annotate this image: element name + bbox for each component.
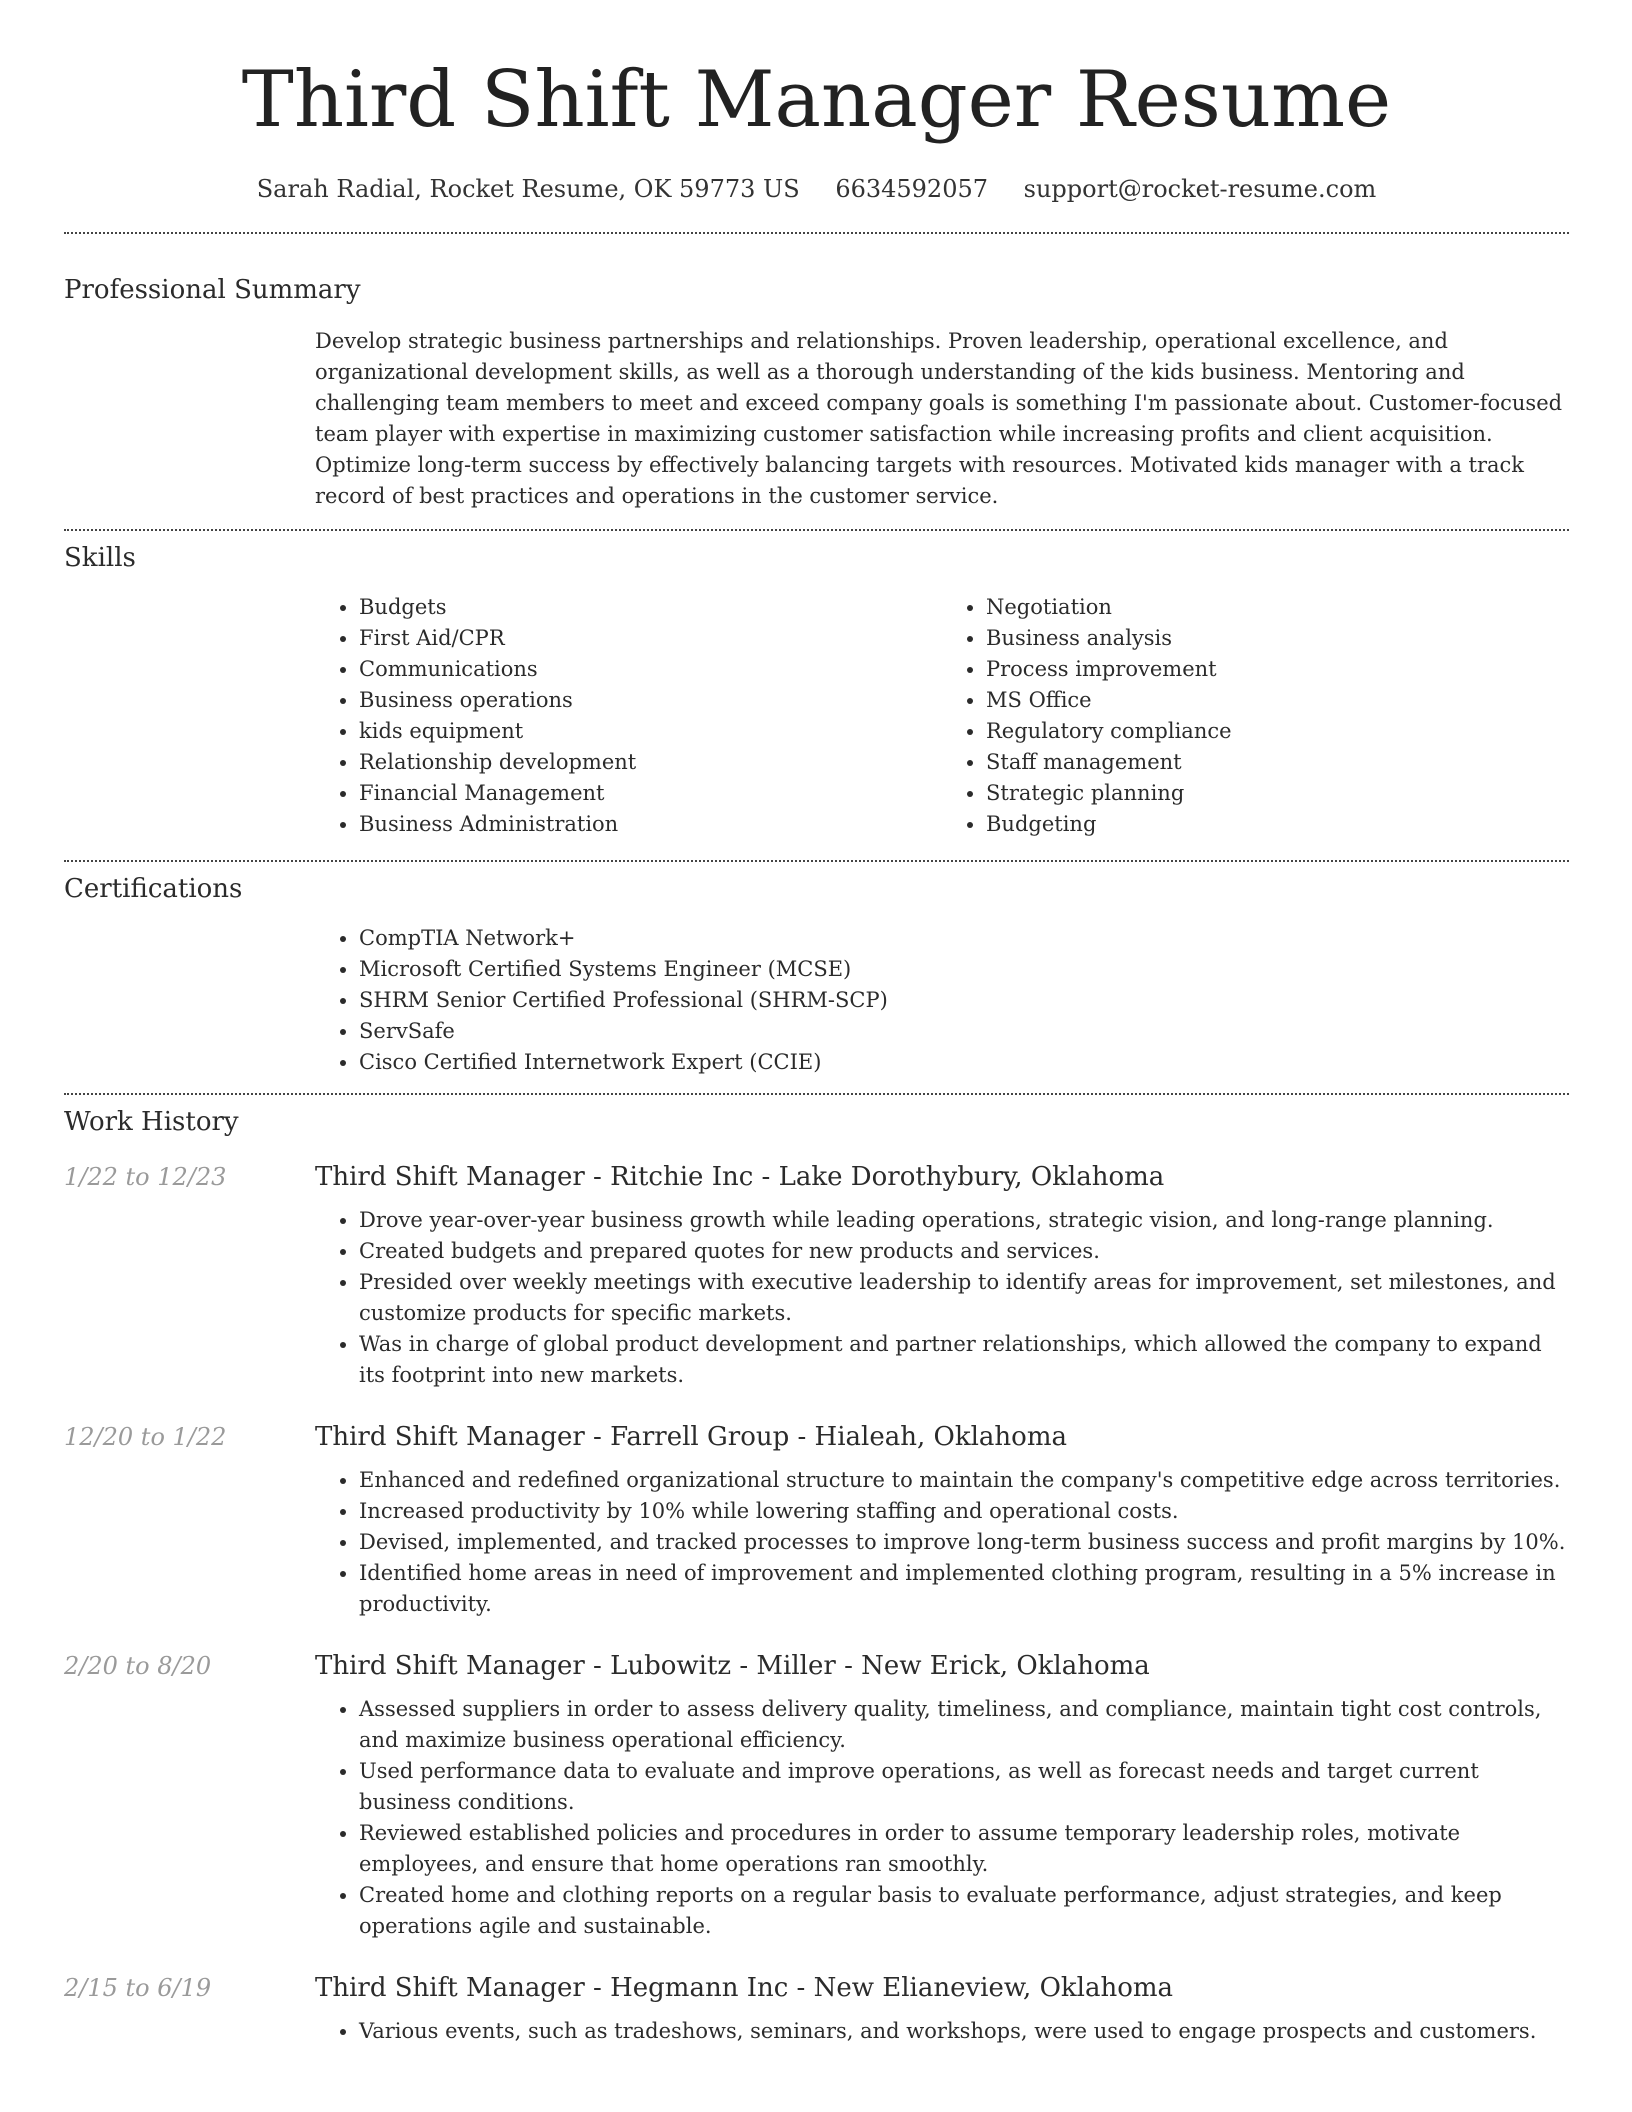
job-bullet: • Devised, implemented, and tracked processes to improve long-term business success and profit margins by 10%. — [359, 1527, 1569, 1558]
job-bullet: • Drove year-over-year business growth while leading operations, strategic vision, and long-range planning. — [359, 1205, 1569, 1236]
job-title: Third Shift Manager - Lubowitz - Miller - New Erick, Oklahoma — [315, 1651, 1150, 1681]
contact-phone: 6634592057 — [835, 175, 989, 203]
certification-item: • Cisco Certified Internetwork Expert (CCIE) — [359, 1047, 1569, 1078]
job-details — [315, 1465, 1569, 1620]
job-header — [64, 1973, 1569, 2003]
skills-list-right — [942, 592, 1569, 840]
job-details — [315, 2016, 1569, 2047]
job-bullet: • Created home and clothing reports on a regular basis to evaluate performance, adjust strategies, and keep operations agile and sustainable. — [359, 1880, 1569, 1942]
job-bullet: • Assessed suppliers in order to assess delivery quality, timeliness, and compliance, maintain tight cost controls, and maximize business operational efficiency. — [359, 1694, 1569, 1756]
skills-grid — [315, 592, 1569, 840]
job-header — [64, 1651, 1569, 1681]
divider — [64, 232, 1569, 234]
resume-title: Third Shift Manager Resume — [241, 55, 1392, 145]
job-entry — [64, 1422, 1569, 1620]
skill-item: • Business Administration — [359, 809, 942, 840]
contact-address: Sarah Radial, Rocket Resume, OK 59773 US — [256, 175, 800, 203]
skill-item: • Staff management — [986, 747, 1569, 778]
job-bullets — [315, 1694, 1569, 1942]
job-entry — [64, 1973, 1569, 2047]
job-bullets — [315, 1465, 1569, 1620]
skill-item: • Communications — [359, 654, 942, 685]
job-header — [64, 1422, 1569, 1452]
section-title-skills: Skills — [64, 543, 136, 573]
section-title-summary: Professional Summary — [64, 275, 361, 305]
certification-item: • Microsoft Certified Systems Engineer (MCSE) — [359, 954, 1569, 985]
skill-item: • Relationship development — [359, 747, 942, 778]
certification-item: • ServSafe — [359, 1016, 1569, 1047]
skill-item: • First Aid/CPR — [359, 623, 942, 654]
summary-text: Develop strategic business partnerships and relationships. Proven leadership, operational excellence, and organizational development skills, as well as a thorough understanding of the kids business. Mentoring and challenging team members to meet and exceed company goals is something I'm passionate about. Customer-focused team player with expertise in maximizing customer satisfaction while increasing profits and client acquisition. Optimize long-term success by effectively balancing targets with resources. Motivated kids manager with a track record of best practices and operations in the customer service. — [315, 329, 1563, 508]
skill-item: • Regulatory compliance — [986, 716, 1569, 747]
job-details — [315, 1694, 1569, 1942]
section-title-certifications: Certifications — [64, 874, 243, 904]
job-bullet: • Enhanced and redefined organizational structure to maintain the company's competitive edge across territories. — [359, 1465, 1569, 1496]
skill-item: • kids equipment — [359, 716, 942, 747]
certifications-list — [315, 923, 1569, 1078]
job-entry — [64, 1651, 1569, 1942]
job-dates: 1/22 to 12/23 — [64, 1163, 227, 1191]
job-details — [315, 1205, 1569, 1391]
skill-item: • Business analysis — [986, 623, 1569, 654]
skill-item: • Budgets — [359, 592, 942, 623]
job-bullet: • Created budgets and prepared quotes for new products and services. — [359, 1236, 1569, 1267]
job-bullet: • Various events, such as tradeshows, seminars, and workshops, were used to engage prospects and customers. — [359, 2016, 1569, 2047]
job-title: Third Shift Manager - Ritchie Inc - Lake Dorothybury, Oklahoma — [315, 1162, 1165, 1192]
job-title: Third Shift Manager - Hegmann Inc - New Elianeview, Oklahoma — [315, 1973, 1174, 2003]
certification-item: • SHRM Senior Certified Professional (SHRM-SCP) — [359, 985, 1569, 1016]
job-bullets — [315, 2016, 1569, 2047]
divider — [64, 1093, 1569, 1095]
divider — [64, 529, 1569, 531]
job-dates: 2/15 to 6/19 — [64, 1974, 212, 2002]
job-bullet: • Reviewed established policies and procedures in order to assume temporary leadership roles, motivate employees, and ensure that home operations ran smoothly. — [359, 1818, 1569, 1880]
section-title-work-history: Work History — [64, 1107, 239, 1137]
skill-item: • Negotiation — [986, 592, 1569, 623]
skills-list-left — [315, 592, 942, 840]
job-entry — [64, 1162, 1569, 1391]
job-bullet: • Identified home areas in need of improvement and implemented clothing program, resulting in a 5% increase in productivity. — [359, 1558, 1569, 1620]
divider — [64, 860, 1569, 862]
job-dates: 12/20 to 1/22 — [64, 1423, 227, 1451]
job-title: Third Shift Manager - Farrell Group - Hialeah, Oklahoma — [315, 1422, 1067, 1452]
job-bullets — [315, 1205, 1569, 1391]
job-dates: 2/20 to 8/20 — [64, 1652, 212, 1680]
contact-line — [64, 172, 1569, 206]
certification-item: • CompTIA Network+ — [359, 923, 1569, 954]
skill-item: • MS Office — [986, 685, 1569, 716]
skill-item: • Financial Management — [359, 778, 942, 809]
certifications-block — [315, 923, 1569, 1078]
skill-item: • Budgeting — [986, 809, 1569, 840]
job-bullet: • Presided over weekly meetings with executive leadership to identify areas for improvement, set milestones, and customize products for specific markets. — [359, 1267, 1569, 1329]
resume-page — [64, 0, 1569, 2047]
skill-item: • Process improvement — [986, 654, 1569, 685]
skill-item: • Business operations — [359, 685, 942, 716]
summary-block — [315, 326, 1569, 512]
job-header — [64, 1162, 1569, 1192]
skill-item: • Strategic planning — [986, 778, 1569, 809]
contact-email: support@rocket-resume.com — [1023, 175, 1377, 203]
job-bullet: • Increased productivity by 10% while lowering staffing and operational costs. — [359, 1496, 1569, 1527]
job-bullet: • Used performance data to evaluate and improve operations, as well as forecast needs and target current business conditions. — [359, 1756, 1569, 1818]
job-bullet: • Was in charge of global product development and partner relationships, which allowed the company to expand its footprint into new markets. — [359, 1329, 1569, 1391]
